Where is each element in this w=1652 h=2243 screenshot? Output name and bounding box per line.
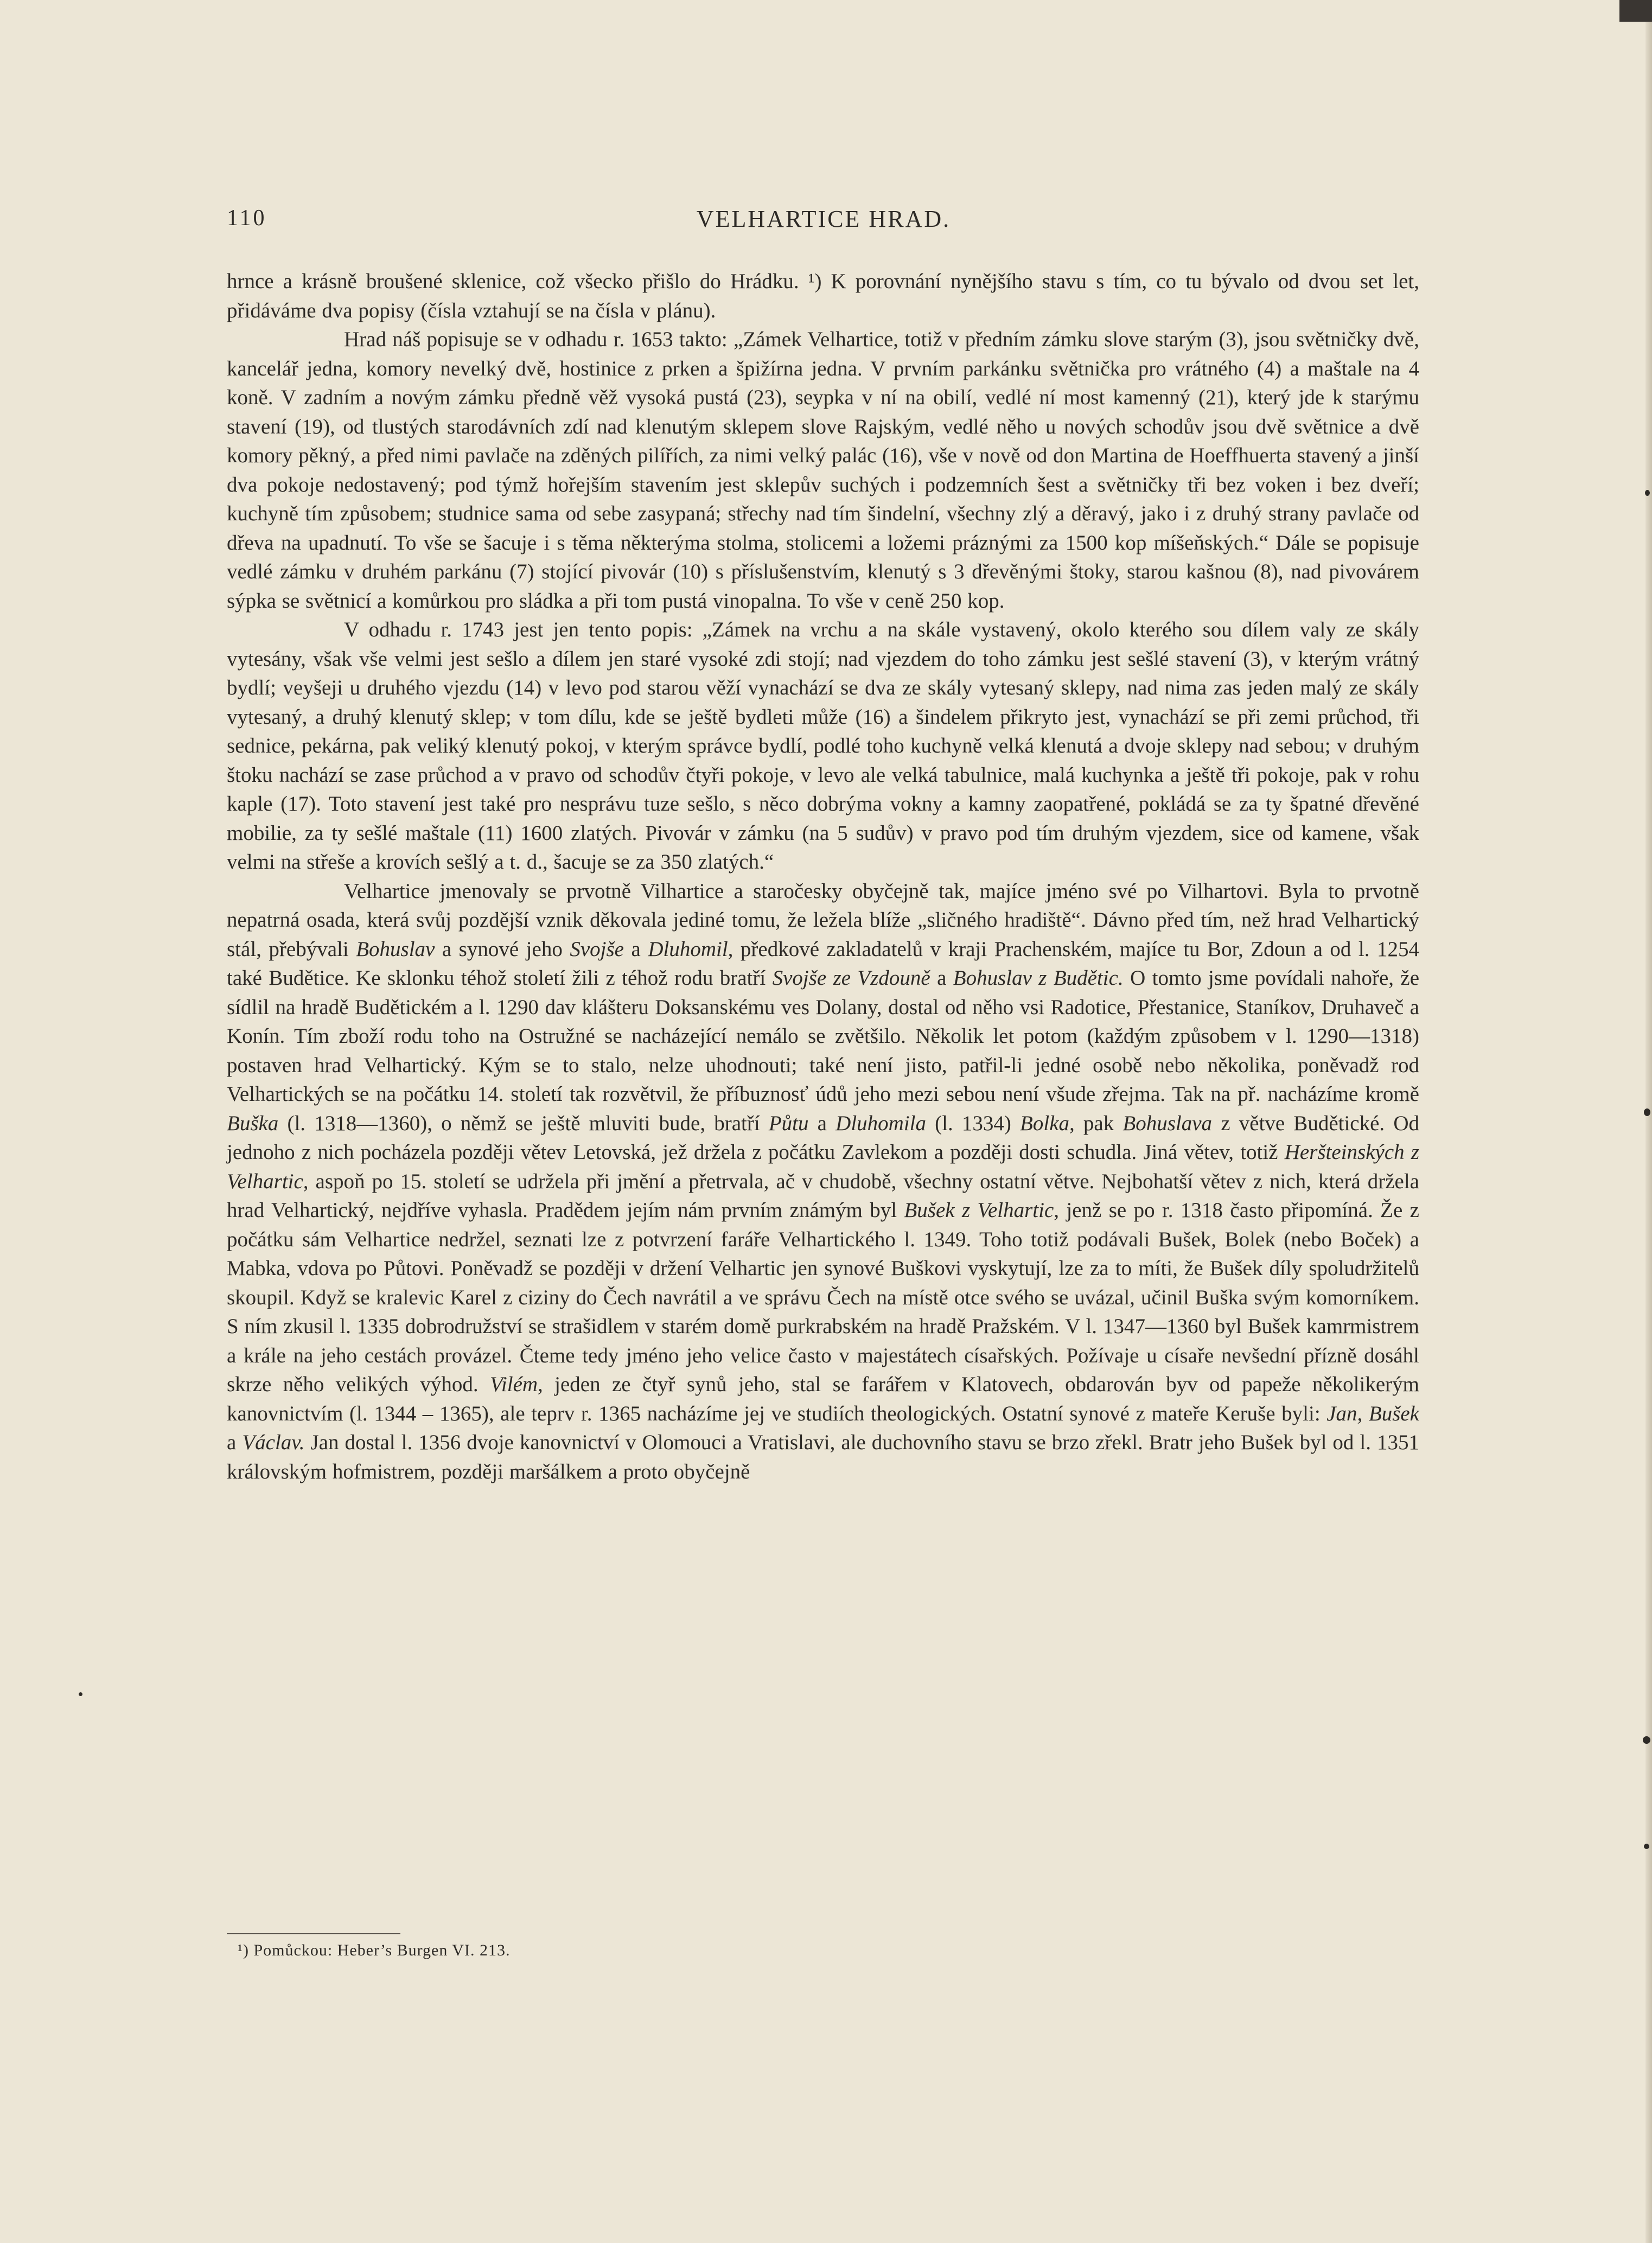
scan-corner	[1619, 0, 1652, 22]
text-run: a	[930, 966, 953, 990]
scan-speck	[79, 1692, 82, 1696]
italic-text: Svojše	[570, 937, 624, 961]
italic-text: Půtu	[768, 1111, 809, 1135]
text-run: Jan dostal l. 1356 dvoje kanovnictví v Olomouci a Vratislavi, ale duchovního stavu se brzo zřekl. Bratr jeho Bušek byl od l. 1351 královským hofmistrem, později maršálkem a proto obyčejně	[227, 1431, 1420, 1483]
text-run: (l. 1334)	[926, 1111, 1020, 1135]
paragraph	[227, 877, 1419, 1487]
text-run: V odhadu r. 1743 jest jen tento popis: „Zámek na vrchu a na skále vystavený, okolo kterého sou dílem valy ze skály vytesány, však vše velmi jest sešlo a dílem jen staré vysoké zdi stojí; nad vjezdem do toho zámku jest sešlé stavení (3), v kterým vrátný bydlí; veyšeji u druhého vjezdu (14) v levo pod starou věží vynachází se dva ze skály vytesaný sklepy, nad nima zas jeden malý ze skály vytesaný, a druhý klenutý sklep; v tom dílu, kde se ještě bydleti může (16) a šindelem přikryto jest, vynachází se při zemi průchod, tři sednice, pekárna, pak veliký klenutý pokoj, v kterým správce bydlí, podlé toho kuchyně velká klenutá a dvoje sklepy nad sebou; v druhým štoku nachází se zase průchod a v pravo od schodův čtyři pokoje, v levo ale velká tabulnice, malá kuchynka a ještě tři pokoje, pak v rohu kaple (17). Toto stavení jest také pro nesprávu tuze sešlo, s něco dobrýma vokny a kamny zaopatřené, pokládá se za ty špatné dřevěné mobilie, za ty sešlé maštale (11) 1600 zlatých. Pivovár v zámku (na 5 sudův) v pravo pod tím druhým vjezdem, sice od kamene, však velmi na střeše a krovích sešlý a t. d., šacuje se za 350 zlatých.“	[227, 618, 1419, 874]
page-number: 110	[227, 206, 267, 231]
text-run: jenž se po r. 1318 často připomíná. Že z počátku sám Velhartice nedržel, seznati lze z potvrzení faráře Velhartického l. 1349. Toho totiž podávali Bušek, Bolek (nebo Boček) a Mabka, vdova po Půtovi. Poněvadž se později v držení Velhartic jen synové Buškovi vyskytují, lze za to míti, že Bušek díly spoludržitelů skoupil. Když se kralevic Karel z ciziny do Čech navrátil a ve správu Čech na místě otce svého se uvázal, učinil Buška svým komorníkem. S ním zkusil l. 1335 dobrodružství se strašidlem v starém domě purkrabském na hradě Pražském. V l. 1347—1360 byl Bušek kamrmistrem a krále na jeho cestách provázel. Čteme tedy jméno jeho velice často v majestátech císařských. Požívaje u císaře nevšední přízně dosáhl skrze něho velikých výhod.	[227, 1199, 1419, 1396]
italic-text: Heršteinských z Velhartic,	[227, 1140, 1419, 1193]
scan-speck	[1645, 490, 1650, 496]
paragraph	[227, 267, 1419, 325]
text-run: jeden ze čtyř synů jeho, stal se farářem v Klatovech, obdarován byv od papeže několikerým kanovnictvím (l. 1344 – 1365), ale teprv r. 1365 nacházíme jej ve studiích theologických. Ostatní synové z mateře Keruše byli:	[227, 1373, 1419, 1425]
italic-text: Václav.	[242, 1431, 305, 1454]
text-run: pak	[1074, 1111, 1123, 1135]
text-run: a	[808, 1111, 836, 1135]
text-run: a	[623, 937, 648, 961]
text-run: Velhartice jmenovaly se prvotně Vilhartice a staročesky obyčejně tak, majíce jméno své po Vilhartovi. Byla to prvotně nepatrná osada, která svůj pozdější vznik děkovala jediné tomu, že ležela blíže „sličného hradiště“. Dávno před tím, než hrad Velhartický stál, přebývali	[227, 879, 1419, 961]
italic-text: Dluhomila	[835, 1111, 926, 1135]
running-title: VELHARTICE HRAD.	[696, 206, 951, 232]
italic-text: Bohuslav	[356, 937, 435, 961]
text-run: a	[227, 1431, 243, 1454]
page-header	[227, 205, 1420, 238]
text-run: (l. 1318—1360), o němž se ještě mluviti bude, bratří	[278, 1111, 769, 1135]
paragraph	[227, 325, 1419, 615]
footnote-rule	[227, 1933, 400, 1934]
italic-text: Bohuslav z Budětic.	[953, 966, 1124, 990]
text-run: O tomto jsme povídali nahoře, že sídlil na hradě Budětickém a l. 1290 dav klášteru Doksanskému ves Dolany, dostal od něho vsi Radotice, Přestanice, Staníkov, Druhaveč a Konín. Tím zboží rodu toho na Ostružné se nacházející nemálo se zvětšilo. Několik let potom (každým způsobem v l. 1290—1318) postaven hrad Velhartický. Kým se to stalo, nelze uhodnouti; také není jisto, patřil-li jedné osobě nebo několika, poněvadž rod Velhartických se na počátku 14. století tak rozvětvil, že příbuznosť údů jeho mezi sebou není všude zřejma. Tak na př. nacházíme kromě	[227, 966, 1420, 1106]
text-run: aspoň po 15. století se udržela při jmění a přetrvala, ač v chudobě, všechny ostatní větve. Nejbohatší větev z nich, která držela hrad Velhartický, nejdříve vyhasla. Pradědem jejím nám prvním známým byl	[227, 1169, 1419, 1222]
body-text	[227, 267, 1419, 1486]
scan-speck	[1644, 1844, 1649, 1849]
italic-text: Vilém,	[489, 1373, 543, 1396]
scan-speck	[1644, 1108, 1650, 1116]
text-run: z větve Budětické. Od jednoho z nich pocházela později větev Letovská, jež držela z počátku Zavlekom a později dosti schudla. Jiná větev, totiž	[227, 1111, 1420, 1164]
text-run: Hrad náš popisuje se v odhadu r. 1653 takto: „Zámek Velhartice, totiž v předním zámku slove starým (3), jsou světničky dvě, kancelář jedna, komory nevelký dvě, hostinice z prken a špižírna jedna. V prvním parkánku světnička pro vrátného (4) a maštale na 4 koně. V zadním a novým zámku předně věž vysoká pustá (23), seypka v ní na obilí, vedlé ní most kamenný (21), který jde k starýmu stavení (19), od tlustých starodávních zdí nad klenutým sklepem slove Rajským, vedlé něho u nových schodův jsou dvě světnice a dvě komory pěkný, a před nimi pavlače na zděných pilířích, za nimi velký palác (16), vše v nově od don Martina de Hoeffhuerta stavený a jinší dva pokoje nedostavený; pod týmž hořejším stavením jest sklepův suchých i podzemních šest a světničky tři bez voken i bez dveří; kuchyně tím způsobem; studnice sama od sebe zasypaná; střechy nad tím šindelní, všechny zlý a děravý, jako i z druhý strany pavlače od dřeva na upadnutí. To vše se šacuje i s těma některýma stolma, stolicemi a ložemi práznými za 1500 kop míšeňských.“ Dále se popisuje vedlé zámku v druhém parkánu (7) stojící pivovár (10) s příslušenstvím, klenutý s 3 dřevěnými štoky, starou kašnou (8), nad pivovárem sýpka se světnicí a komůrkou pro sládka a při tom pustá vinopalna. To vše v ceně 250 kop.	[227, 328, 1419, 613]
italic-text: Dluhomil,	[648, 937, 733, 961]
italic-text: Svojše ze Vzdouně	[772, 966, 930, 990]
italic-text: Bušek z Velhartic,	[904, 1199, 1060, 1222]
paragraph	[227, 615, 1419, 877]
italic-text: Buška	[227, 1111, 279, 1135]
page-edge	[1645, 0, 1652, 2243]
italic-text: Jan, Bušek	[1326, 1401, 1419, 1425]
text-run: hrnce a krásně broušené sklenice, což všecko přišlo do Hrádku. ¹) K porovnání nynějšího stavu s tím, co tu bývalo od dvou set let, přidáváme dva popisy (čísla vztahují se na čísla v plánu).	[227, 270, 1419, 322]
scan-speck	[1643, 1736, 1650, 1744]
text-run: předkové zakladatelů v kraji Prachenském, majíce tu Bor, Zdoun a od l. 1254 také Budětice. Ke sklonku téhož století žili z téhož rodu bratří	[227, 937, 1419, 990]
footnote: ¹) Pomůckou: Heber’s Burgen VI. 213.	[238, 1941, 511, 1959]
italic-text: Bolka,	[1020, 1111, 1075, 1135]
text-run: a synové jeho	[435, 937, 570, 961]
italic-text: Bohuslava	[1122, 1111, 1213, 1135]
